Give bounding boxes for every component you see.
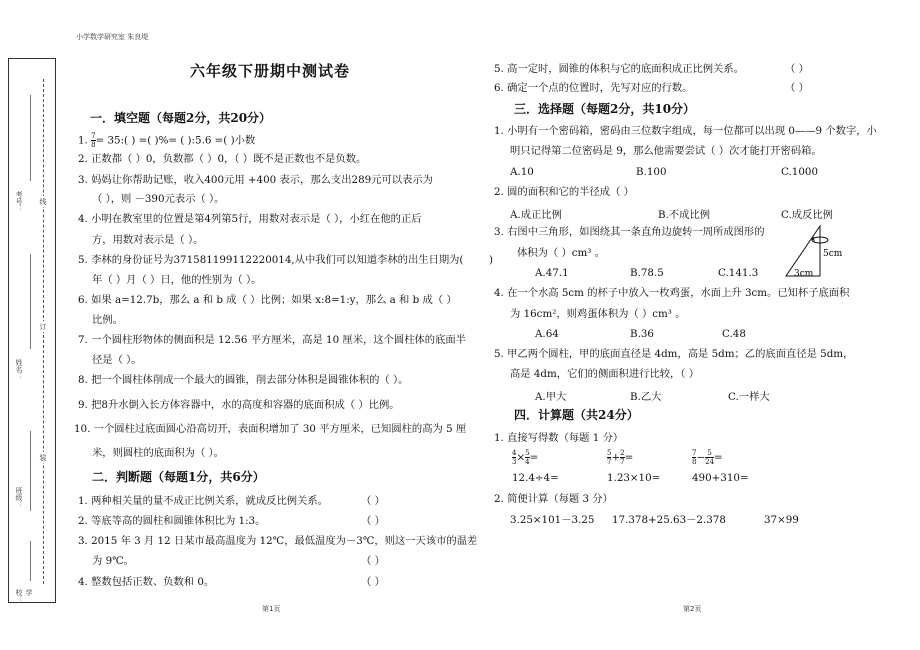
judge-q6-paren: （ ） <box>785 82 809 94</box>
field-class: 班级： <box>15 487 23 508</box>
field-school: 学校： <box>15 589 33 603</box>
choice-q3-option-c: C.141.3 <box>718 267 759 279</box>
fill-q7: 7. 一个圆柱形物体的侧面积是 12.56 平方厘米，高是 10 厘米，这个圆柱体的底面半 <box>78 334 466 346</box>
choice-q4-option-a: A.64 <box>535 328 559 340</box>
class-line <box>30 431 31 511</box>
choice-q1-option-a: A.10 <box>510 166 534 178</box>
choice-q3: 3. 右图中三角形，如图绕其一条直角边旋转一周所成图形的 <box>494 226 765 238</box>
choice-q5: 5. 甲乙两个圆柱，甲的底面直径是 4dm，高是 5dm；乙的底面直径是 5dm， <box>494 348 854 360</box>
simplify-2: 17.378+25.63－2.378 <box>612 514 726 526</box>
choice-q3-option-b: B.78.5 <box>630 267 664 279</box>
judge-q3-cont: 为 9℃。 <box>92 555 134 567</box>
direct-expr-2: $\frac{5}{7}$ + $\frac{2}{7}$ = <box>607 449 634 466</box>
judge-q1-paren: （ ） <box>361 495 385 507</box>
fill-q6-cont: 比例。 <box>92 314 123 326</box>
judge-q5-paren: （ ） <box>785 63 809 75</box>
choice-q4-option-b: B.36 <box>630 328 654 340</box>
choice-q1: 1. 小明有一个密码箱，密码由三位数字组成，每一位都可以出现 0——9 个数字，小 <box>494 125 877 137</box>
choice-q2-option-c: C.成反比例 <box>781 209 833 221</box>
judge-q2: 2. 等底等高的圆柱和圆锥体积比为 1:3。 <box>78 515 266 527</box>
judge-q5: 5. 高一定时，圆锥的体积与它的底面积成正比例关系。 <box>494 63 744 75</box>
school-line <box>30 541 31 581</box>
fill-q5-tail: ) <box>489 254 494 266</box>
judge-q6: 6. 确定一个点的位置时，先写对应的行数。 <box>494 82 693 94</box>
fill-q8: 8. 把一个圆柱体削成一个最大的圆锥，削去部分体积是圆锥体积的（ ）。 <box>78 374 409 386</box>
fill-q10: 10. 一个圆柱过底面圆心沿高切开，表面积增加了 30 平方厘米，已知圆柱的高为 5 厘 <box>74 423 467 435</box>
judge-q4: 4. 整数包括正数、负数和 0。 <box>78 576 215 588</box>
fill-q3-cont: （ ），则 －390元表示（ ）。 <box>92 193 225 205</box>
fill-q9: 9. 把8升水倒入长方体容器中，水的高度和容器的底面积成（ ）比例。 <box>78 399 400 411</box>
mark-zhuang: 装 <box>39 454 47 461</box>
choice-q4-option-c: C.48 <box>722 328 746 340</box>
choice-heading: 三．选择题（每题2分，共10分） <box>514 102 696 116</box>
binding-strip <box>8 58 56 603</box>
choice-q5-cont: 高是 4dm，它们的侧面积进行比较，（ ） <box>510 368 700 380</box>
choice-q4: 4. 在一个水高 5cm 的杯子中放入一枚鸡蛋，水面上升 3cm。已知杯子底面积 <box>494 287 850 299</box>
fill-q4: 4. 小明在教室里的位置是第4列第5行，用数对表示是（ ），小红在他的正后 <box>78 213 422 225</box>
field-name: 姓名： <box>15 359 23 380</box>
judge-q2-paren: （ ） <box>361 515 385 527</box>
judge-q3-paren: （ ） <box>361 555 385 567</box>
judge-q3: 3. 2015 年 3 月 12 日某市最高温度为 12℃，最低温度为－3℃，则这一天该市的温差 <box>78 535 478 547</box>
mark-xian: 线 <box>39 198 47 205</box>
fill-q6: 6. 如果 a=12.7b，那么 a 和 b 成（ ）比例；如果 x:8=1:y，那么 a 和 b 成（ ） <box>78 294 457 306</box>
fill-q1: 1. $\frac{7}{8}$ = 35:( ) =( )%= ( ):5.6 =( )小数 <box>78 132 256 149</box>
choice-q1-option-b: B.100 <box>636 166 667 178</box>
choice-q5-option-c: C.一样大 <box>728 391 770 403</box>
triangle-figure <box>778 220 854 280</box>
judge-heading: 二．判断题（每题1分，共6分） <box>92 470 265 484</box>
page-number-1: 第1页 <box>262 605 281 613</box>
choice-q4-cont: 为 16cm²，则鸡蛋体积为（ ）cm³ 。 <box>510 308 686 320</box>
choice-q5-option-a: A.甲大 <box>535 391 567 403</box>
judge-q4-paren: （ ） <box>361 576 385 588</box>
fill-q7-cont: 径是（ ）。 <box>92 354 142 366</box>
choice-q1-option-c: C.1000 <box>781 166 818 178</box>
direct-expr-1: $\frac{4}{3}$ × $\frac{5}{4}$ = <box>512 449 539 466</box>
choice-q3-cont: 体积为（ ）cm³ 。 <box>517 247 605 259</box>
header-note: 小学数学研究室 朱良堤 <box>76 33 149 41</box>
simplify-1: 3.25×101－3.25 <box>510 514 595 526</box>
calc-q2-label: 2. 简便计算（每题 3 分） <box>494 493 613 505</box>
calc-heading: 四．计算题（共24分） <box>514 408 639 422</box>
page-number-2: 第2页 <box>683 605 702 613</box>
fraction-7-8: $\frac{7}{8}$ <box>91 132 96 149</box>
choice-q2-option-b: B.不成比例 <box>658 209 711 221</box>
mark-ding: 订 <box>39 323 47 330</box>
fill-q5-cont: 年（ ）月（ ）日，他的性别为（ ）。 <box>92 274 262 286</box>
choice-q2: 2. 圆的面积和它的半径成（ ） <box>494 186 634 198</box>
choice-q1-cont: 明只记得第二位密码是 9，那么他需要尝试（ ）次才能打开密码箱。 <box>510 145 822 157</box>
choice-q5-option-b: B.乙大 <box>630 391 662 403</box>
fill-q3: 3. 妈妈让你帮助记账，收入400元用 +400 表示，那么支出289元可以表示为 <box>78 174 433 186</box>
judge-q1: 1. 两种相关量的量不成正比例关系，就成反比例关系。 <box>78 495 328 507</box>
label-3cm: 3cm <box>794 269 814 279</box>
field-kaohao: 考号： <box>15 191 23 212</box>
direct-row2-1: 12.4÷4= <box>512 472 559 484</box>
calc-q1-label: 1. 直接写得数（每题 1 分） <box>494 432 624 444</box>
direct-row2-2: 1.23×10= <box>607 472 661 484</box>
direct-row2-3: 490+310= <box>692 472 749 484</box>
name-line <box>30 254 31 349</box>
fill-q4-cont: 方，用数对表示是（ ）。 <box>92 234 204 246</box>
simplify-3: 37×99 <box>764 514 799 526</box>
page-title: 六年级下册期中测试卷 <box>190 62 351 80</box>
choice-q2-option-a: A.成正比例 <box>510 209 562 221</box>
fill-q2: 2. 正数都（ ）0，负数都（ ）0，（ ）既不是正数也不是负数。 <box>78 153 367 165</box>
fill-q5: 5. 李林的身份证号为371581199112220014,从中我们可以知道李林的出生日期为( <box>78 254 464 266</box>
choice-q3-option-a: A.47.1 <box>535 267 569 279</box>
kaohao-line <box>30 95 31 181</box>
fill-q10-cont: 米，则圆柱的底面积为（ ）。 <box>92 447 224 459</box>
label-5cm: 5cm <box>823 249 843 259</box>
direct-expr-3: $\frac{7}{8}$ − $\frac{5}{24}$ = <box>692 449 723 466</box>
fill-heading: 一．填空题（每题2分，共20分） <box>90 111 272 125</box>
